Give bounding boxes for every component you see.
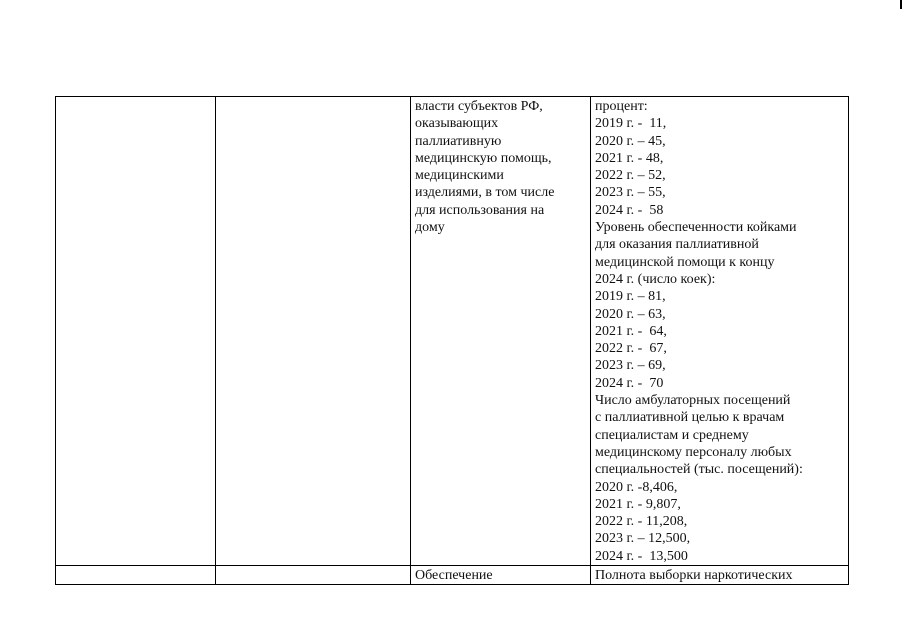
cell-text-line: специальностей (тыс. посещений): [595,462,803,478]
table-cell-col4 [591,97,849,566]
table-row [56,566,849,585]
table-cell-col1 [56,566,216,585]
cell-text-line: 2021 г. - 48, [595,150,664,166]
cell-text-line: 2023 г. – 12,500, [595,531,691,547]
table-cell-col2 [216,97,411,566]
table-cell-col1 [56,97,216,566]
cell-text-line: 2024 г. - 13,500 [595,548,688,564]
cell-text-line: оказывающих [415,116,499,132]
table-cell-col3 [411,97,591,566]
cell-text-line: 2024 г. - 58 [595,202,664,218]
cell-text-line: паллиативную [415,133,502,149]
cell-text-line: медицинскую помощь, [415,150,552,166]
cell-text-line: 2022 г. - 67, [595,341,667,357]
cell-text-line: 2022 г. - 11,208, [595,514,688,530]
table-cell-col3: Обеспечение [411,566,591,585]
cell-text-line: процент: [595,99,648,114]
cell-text-line: Число амбулаторных посещений [595,393,791,409]
table-cell-col4: Полнота выборки наркотических [591,566,849,585]
cell-text-line: изделиями, в том числе [415,185,555,201]
cell-text-line: 2024 г. - 70 [595,375,664,391]
cell-text-line: для использования на [415,202,545,218]
cell-text-line: 2019 г. – 81, [595,289,666,305]
cell-text-line: медицинскому персоналу любых [595,444,792,460]
cell-text-line: власти субъектов РФ, [415,99,543,114]
cell-text-line: специалистам и среднему [595,427,749,443]
cell-text-line: 2020 г. -8,406, [595,479,678,495]
cell-text-line: для оказания паллиативной [595,237,759,253]
cell-text-line: 2023 г. – 55, [595,185,666,201]
cell-text-line: Уровень обеспеченности койками [595,220,797,236]
cell-text-line: 2022 г. – 52, [595,168,666,184]
cell-text-line: с паллиативной целью к врачам [595,410,785,426]
cell-text-line: 2024 г. (число коек): [595,271,716,287]
cell-text-line: 2021 г. - 64, [595,323,667,339]
cell-text-line: 2019 г. - 11, [595,116,667,132]
cell-text-line: 2021 г. - 9,807, [595,496,681,512]
cell-text-line: 2020 г. – 45, [595,133,666,149]
table-cell-col2 [216,566,411,585]
cell-text-line: дому [415,220,445,236]
cell-text-line: 2020 г. – 63, [595,306,666,322]
table-row [56,97,849,566]
document-table [55,96,849,585]
cell-text-line: медицинскими [415,168,504,184]
cell-text-line: медицинской помощи к концу [595,254,775,270]
cell-text-line: 2023 г. – 69, [595,358,666,374]
page-edge-mark [900,0,902,9]
